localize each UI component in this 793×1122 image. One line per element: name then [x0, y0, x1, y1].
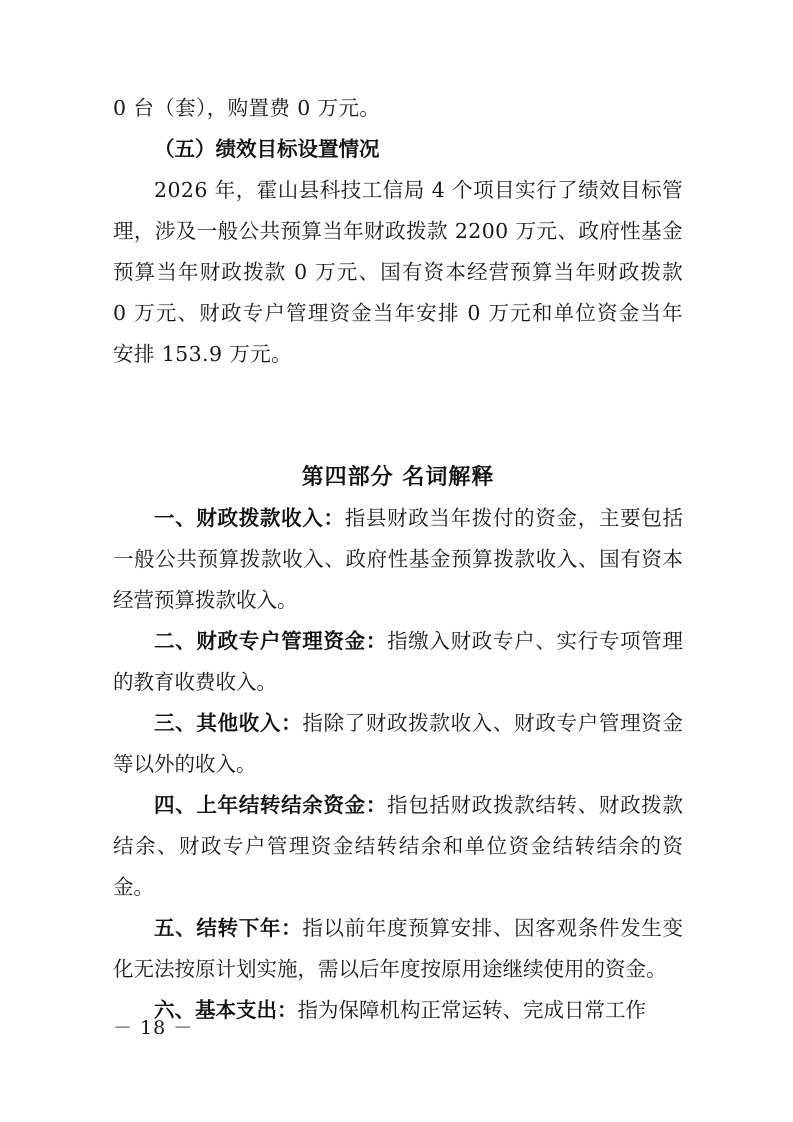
term-item-2 — [113, 621, 683, 703]
term-label-5: 五、结转下年： — [154, 916, 303, 940]
sub-heading-performance-goals: （五）绩效目标设置情况 — [154, 137, 380, 161]
paragraph-performance-goals: 2026 年，霍山县科技工信局 4 个项目实行了绩效目标管理，涉及一般公共预算当年财政拨款 2200 万元、政府性基金预算当年财政拨款 0 万元、国有资本经营预算当年财政拨款 0 万元、财政专户管理资金当年安排 0 万元和单位资金当年安排 153.9 万元。 — [113, 178, 683, 366]
term-item-3 — [113, 703, 683, 785]
term-item-5 — [113, 908, 683, 990]
term-text-6: 指为保障机构正常运转、完成日常工作 — [297, 998, 646, 1022]
term-label-3: 三、其他收入： — [154, 711, 303, 735]
section-title-part-four: 第四部分 名词解释 — [301, 464, 495, 490]
term-label-1: 一、财政拨款收入： — [154, 506, 345, 530]
page-number: － 18 － — [113, 1017, 194, 1039]
term-label-4: 四、上年结转结余资金： — [154, 793, 388, 817]
term-item-1 — [113, 498, 683, 621]
term-text-2: 指缴入财政专户、实行专项管理的教育收费收入。 — [113, 629, 683, 694]
term-text-3: 指除了财政拨款收入、财政专户管理资金等以外的收入。 — [113, 711, 683, 776]
term-item-4 — [113, 785, 683, 908]
paragraph-continuation: 0 台（套），购置费 0 万元。 — [113, 96, 381, 120]
page-content — [113, 88, 683, 1031]
term-text-5: 指以前年度预算安排、因客观条件发生变化无法按原计划实施，需以后年度按原用途继续使用的资金。 — [113, 916, 683, 981]
term-label-6: 六、基本支出： — [154, 998, 298, 1022]
term-text-4: 指包括财政拨款结转、财政拨款结余、财政专户管理资金结转结余和单位资金结转结余的资金。 — [113, 793, 683, 899]
term-label-2: 二、财政专户管理资金： — [154, 629, 388, 653]
section-spacer — [113, 375, 683, 457]
term-text-1: 指县财政当年拨付的资金，主要包括一般公共预算拨款收入、政府性基金预算拨款收入、国有资本经营预算拨款收入。 — [113, 506, 683, 612]
